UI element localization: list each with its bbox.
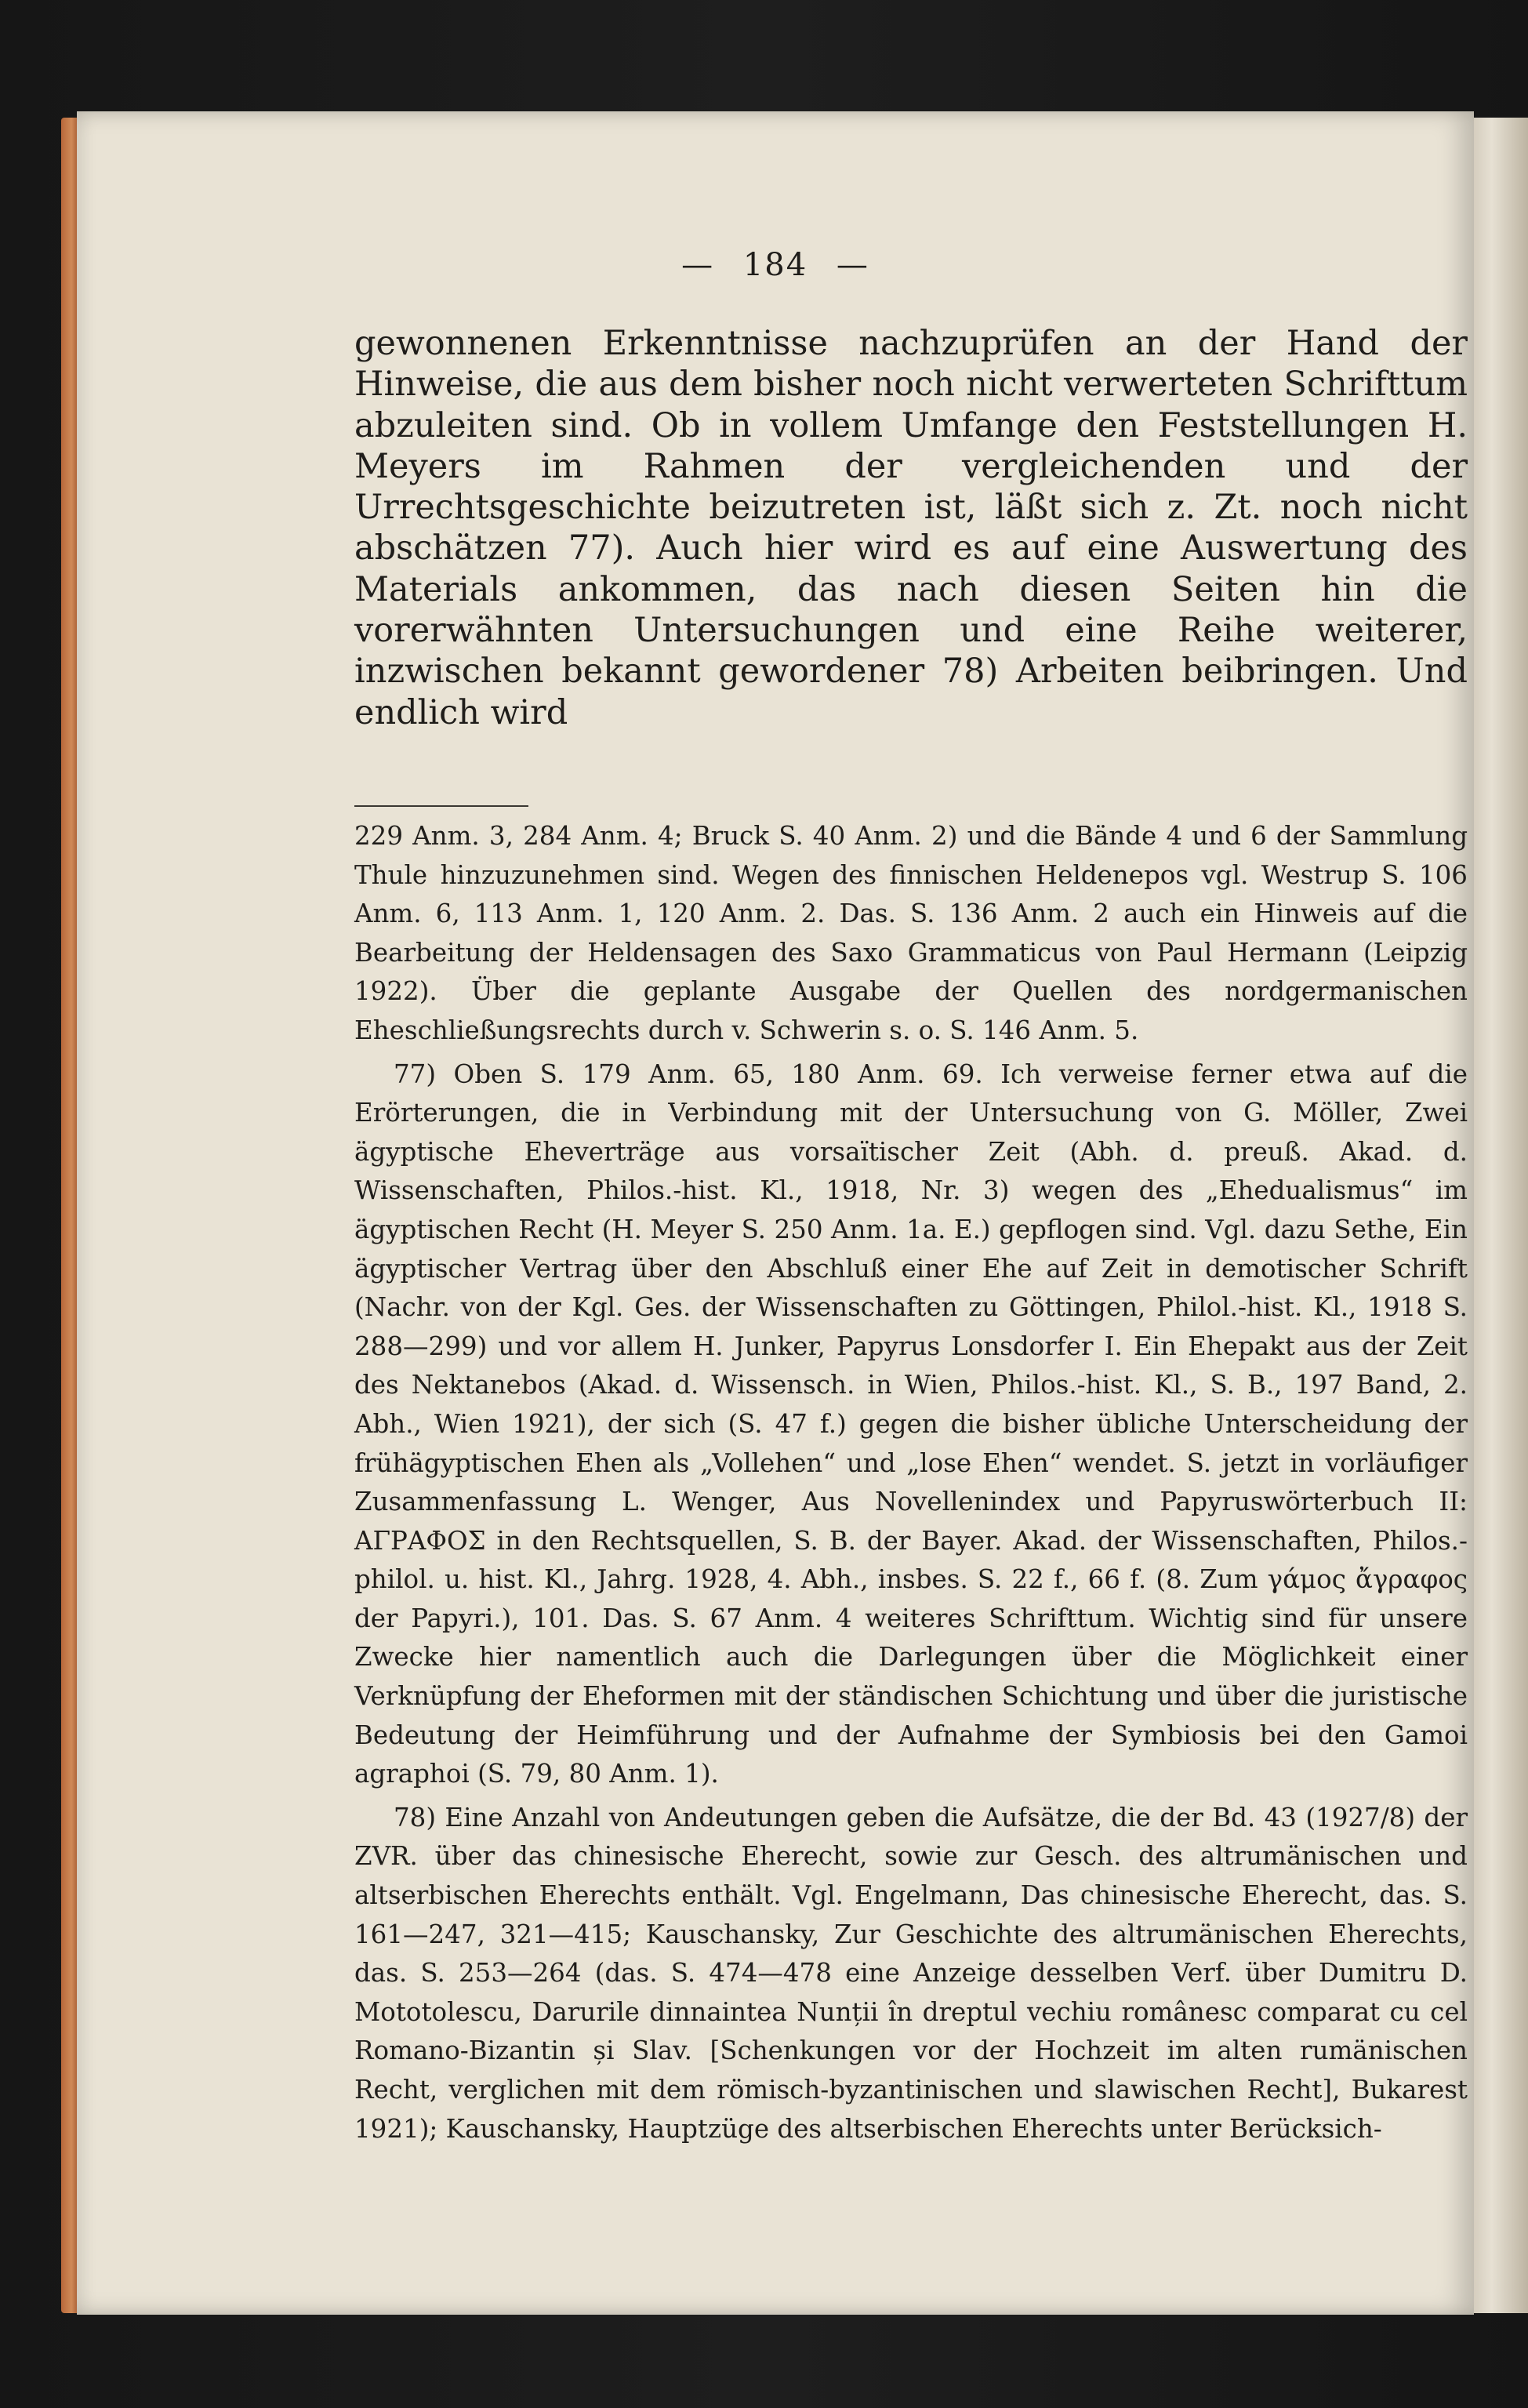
main-text [354,323,1468,733]
main-paragraph: gewonnenen Erkenntnisse nachzuprüfen an der Hand der Hinweise, die aus dem bisher noch nicht verwerteten Schrifttum abzuleiten sind. Ob in vollem Umfange den Feststellungen H. Meyers im Rahmen der vergleichenden und der Urrechtsgeschichte beizutreten ist, läßt sich z. Zt. noch nicht abschätzen 77). Auch hier wird es auf eine Auswertung des Materials ankommen, das nach diesen Seiten hin die vorerwähnten Untersuchungen und eine Reihe weiterer, inzwischen bekannt gewordener 78) Arbeiten beibringen. Und endlich wird [354,324,1468,732]
footnote-78: 78) Eine Anzahl von Andeutungen geben die Aufsätze, die der Bd. 43 (1927/8) der ZVR. über das chinesische Eherecht, sowie zur Gesch. des altrumänischen und altserbischen Eherechts enthält. Vgl. Engelmann, Das chinesische Eherecht, das. S. 161—247, 321—415; Kauschansky, Zur Geschichte des altrumänischen Eherechts, das. S. 253—264 (das. S. 474—478 eine Anzeige desselben Verf. über Dumitru D. Mototolescu, Darurile dinnaintea Nunții în dreptul vechiu românesc comparat cu cel Romano-Bizantin și Slav. [Schenkungen vor der Hochzeit im alten rumänischen Recht, verglichen mit dem römisch-byzantinischen und slawischen Recht], Bukarest 1921); Kauschansky, Hauptzüge des altserbischen Eherechts unter Berücksich- [354,1802,1468,2144]
book-cover-edge [61,118,78,2313]
footnotes [354,817,1468,2148]
footnote-continuation: 229 Anm. 3, 284 Anm. 4; Bruck S. 40 Anm. 2) und die Bände 4 und 6 der Sammlung Thule hinzuzunehmen sind. Wegen des finnischen Heldenepos vgl. Westrup S. 106 Anm. 6, 113 Anm. 1, 120 Anm. 2. Das. S. 136 Anm. 2 auch ein Hinweis auf die Bearbeitung der Heldensagen des Saxo Grammaticus von Paul Hermann (Leipzig 1922). Über die geplante Ausgabe der Quellen des nordgermanischen Eheschließungsrechts durch v. Schwerin s. o. S. 146 Anm. 5. [354,821,1468,1045]
header-dash-right: — [836,247,869,283]
footnote-77: 77) Oben S. 179 Anm. 65, 180 Anm. 69. Ich verweise ferner etwa auf die Erörterungen, die in Verbindung mit der Untersuchung von G. Möller, Zwei ägyptische Eheverträge aus vorsaïtischer Zeit (Abh. d. preuß. Akad. d. Wissenschaften, Philos.-hist. Kl., 1918, Nr. 3) wegen des „Ehedualismus“ im ägyptischen Recht (H. Meyer S. 250 Anm. 1a. E.) gepflogen sind. Vgl. dazu Sethe, Ein ägyptischer Vertrag über den Abschluß einer Ehe auf Zeit in demotischer Schrift (Nachr. von der Kgl. Ges. der Wissenschaften zu Göttingen, Philol.-hist. Kl., 1918 S. 288—299) und vor allem H. Junker, Papyrus Lonsdorfer I. Ein Ehepakt aus der Zeit des Nektanebos (Akad. d. Wissensch. in Wien, Philos.-hist. Kl., S. B., 197 Band, 2. Abh., Wien 1921), der sich (S. 47 f.) gegen die bisher übliche Unterscheidung der frühägyptischen Ehen als „Vollehen“ und „lose Ehen“ wendet. S. jetzt in vorläufiger Zusammenfassung L. Wenger, Aus Novellenindex und Papyruswörterbuch II: ΑΓΡΑΦΟΣ in den Rechtsquellen, S. B. der Bayer. Akad. der Wissenschaften, Philos.-philol. u. hist. Kl., Jahrg. 1928, 4. Abh., insbes. S. 22 f., 66 f. (8. Zum γάμος ἄγραφος der Papyri.), 101. Das. S. 67 Anm. 4 weiteres Schrifttum. Wichtig sind für unsere Zwecke hier namentlich auch die Darlegungen über die Möglichkeit einer Verknüpfung der Eheformen mit der ständischen Schichtung und über die juristische Bedeutung der Heimführung und der Aufnahme der Symbiosis bei den Gamoi agraphoi (S. 79, 80 Anm. 1). [354,1059,1468,1789]
footnote-separator [354,805,528,807]
page-header [77,247,1474,283]
book-page [77,111,1474,2315]
adjacent-page-edge [1468,118,1528,2313]
page-number: 184 [742,247,808,283]
header-dash-left: — [681,247,715,283]
